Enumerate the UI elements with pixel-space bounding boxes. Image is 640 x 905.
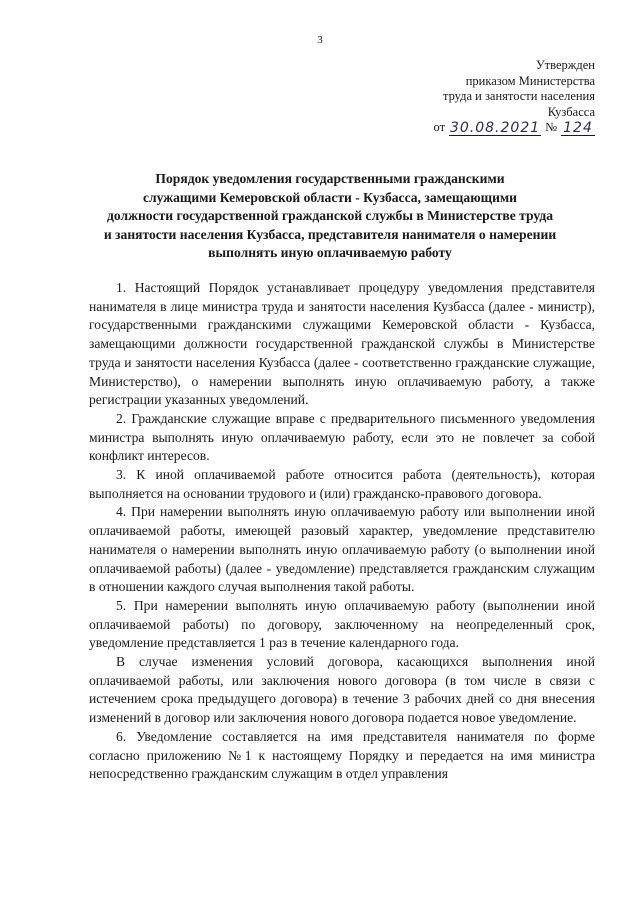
title-line: служащими Кемеровской области - Кузбасса, замещающими xyxy=(143,189,517,205)
handwritten-date: 30.08.2021 xyxy=(449,119,541,136)
title-line: выполнять иную оплачиваемую работу xyxy=(208,245,452,260)
paragraph-5-continued: В случае изменения условий договора, касающихся выполнения иной оплачиваемой работы, или заключения нового договора (в том числе в связи с истечением срока предыдущего договора) в течение 3 рабочих дней со дня внесения изменений в договор или заключения нового договора подается новое уведомление. xyxy=(89,654,595,726)
date-prefix: от xyxy=(433,120,446,134)
approval-line: труда и занятости населения xyxy=(442,89,595,103)
approval-line: Утвержден xyxy=(535,58,595,72)
handwritten-number: 124 xyxy=(561,121,595,136)
paragraph-6: 6. Уведомление составляется на имя представителя нанимателя по форме согласно приложению №1 к настоящему Порядку и передается на имя министра непосредственно гражданским служащим в отдел управления xyxy=(89,728,595,782)
number-prefix: № xyxy=(545,120,557,134)
page-number: 3 xyxy=(317,34,323,46)
approval-line: Кузбасса xyxy=(547,104,595,119)
title-line: и занятости населения Кузбасса, представителя нанимателя о намерении xyxy=(103,226,557,242)
paragraph-2: 2. Гражданские служащие вправе с предварительного письменного уведомления министра выполнять иную оплачиваемую работу, если это не повлечет за собой конфликт интересов. xyxy=(89,410,595,464)
document-body xyxy=(89,279,595,784)
paragraph-3: 3. К иной оплачиваемой работе относится работа (деятельность), которая выполняется на основании трудового и (или) гражданско-правового договора. xyxy=(89,467,595,501)
paragraph-1: 1. Настоящий Порядок устанавливает процедуру уведомления представителя нанимателя в лице министра труда и занятости населения Кузбасса (далее - министр), государственными гражданскими служащими Кемеровской области - Кузбасса, замещающими должности государственной гражданской службы в Министерстве труда и занятости населения Кузбасса (далее - соответственно гражданские служащие, Министерство), о намерении выполнять иную оплачиваемую работу, а также регистрации указанных уведомлений. xyxy=(89,280,595,408)
paragraph-4: 4. При намерении выполнять иную оплачиваемую работу или выполнении иной оплачиваемой работы, имеющей разовый характер, уведомление представителю нанимателя о намерении выполнять иную оплачиваемую работу (о выполнении иной оплачиваемой работы) (далее - уведомление) представляется гражданским служащим в отношении каждого случая выполнения такой работы. xyxy=(89,504,595,595)
approval-block xyxy=(434,58,596,136)
title-line: Порядок уведомления государственными гражданскими xyxy=(155,171,505,186)
approval-date-row xyxy=(434,120,596,136)
paragraph-5: 5. При намерении выполнять иную оплачиваемую работу (выполнении иной оплачиваемой работы) по договору, заключенному на неопределенный срок, уведомление представляется 1 раз в течение календарного года. xyxy=(89,597,595,651)
approval-line: приказом Министерства xyxy=(465,73,595,88)
title-line: должности государственной гражданской службы в Министерстве труда xyxy=(106,208,554,223)
document-title xyxy=(60,170,600,263)
